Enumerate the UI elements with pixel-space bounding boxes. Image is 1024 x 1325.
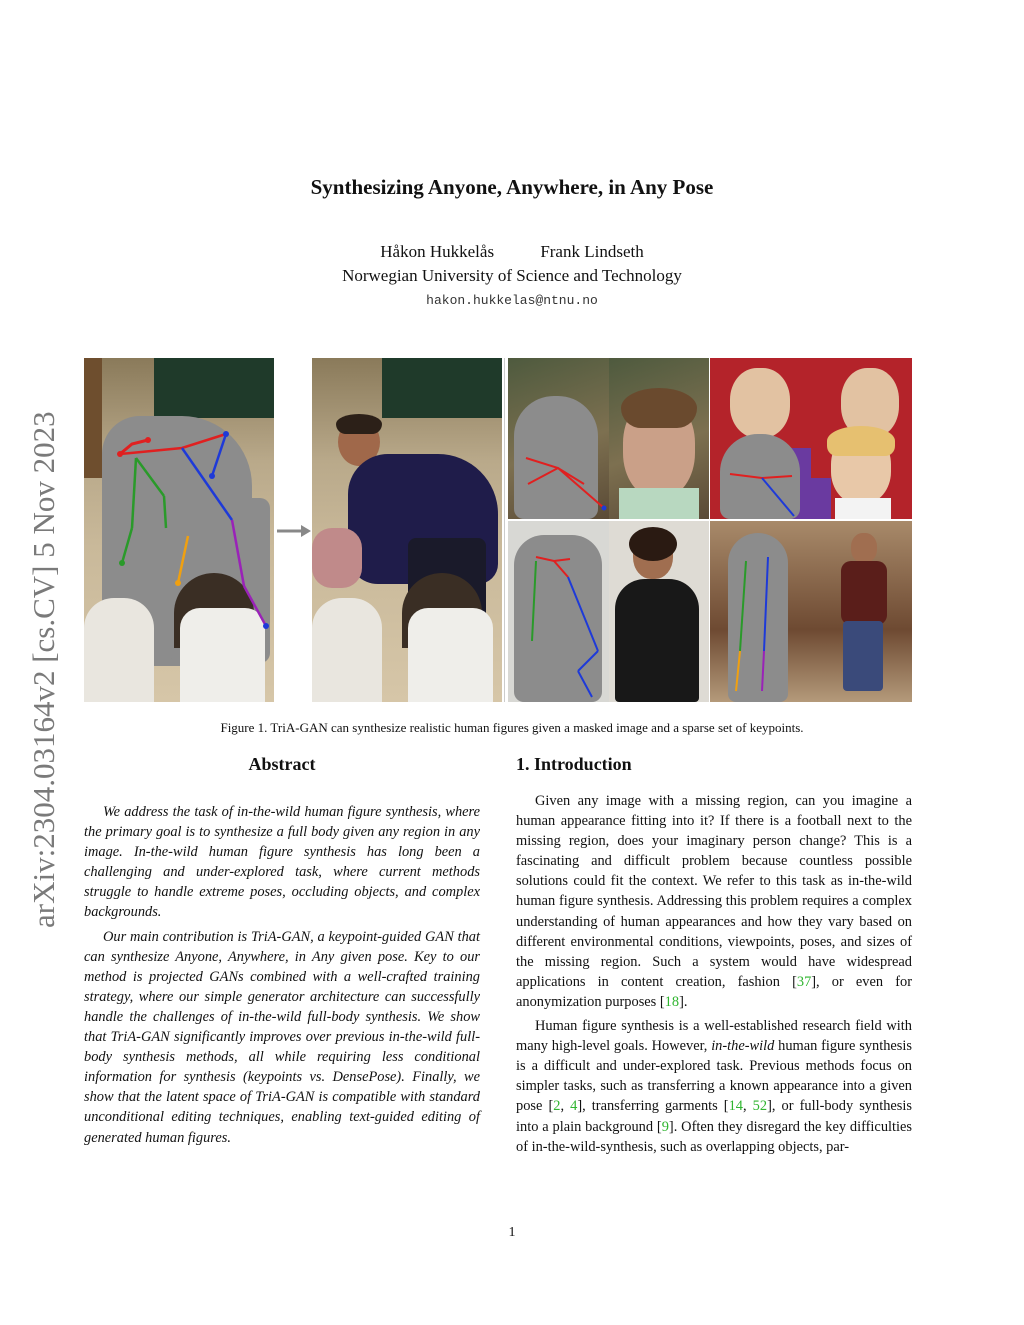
citation-link[interactable]: 4 [570,1098,578,1115]
arxiv-identifier: arXiv:2304.03164v2 [cs.CV] 5 Nov 2023 [26,411,61,928]
introduction-heading: 1. Introduction [516,754,632,774]
author-name: Håkon Hukkelås [380,242,495,261]
email-address: hakon.hukkelas@ntnu.no [426,293,598,308]
synthesized-output-image [811,358,912,519]
affiliation: Norwegian University of Science and Technology [342,266,682,285]
pose-keypoints [710,521,811,702]
figure-caption: Figure 1. TriA-GAN can synthesize realistic human figures given a masked image and a sparse set of keypoints. [220,720,804,735]
citation-link[interactable]: 2 [553,1098,561,1115]
pose-keypoints [508,521,609,702]
teaser-figure [84,358,912,702]
paper-title: Synthesizing Anyone, Anywhere, in Any Pose [310,175,714,199]
abstract-body [84,802,480,1152]
author-name: Frank Lindseth [540,242,644,261]
abstract-heading: Abstract [248,754,316,774]
synthesized-output-image [811,521,912,702]
citation-link[interactable]: 14 [728,1098,743,1115]
synthesized-output-image [609,521,709,702]
pose-keypoints [710,358,811,519]
abstract-paragraph: Our main contribution is TriA-GAN, a keypoint-guided GAN that can synthesize Anyone, Anywhere, in Any given pose. Key to our method is projected GANs combined with a well-crafted training strategy, where our simple generator architecture can successfully handle the challenges of in-the-wild full-body synthesis. We show that TriA-GAN significantly improves over previous in-the-wild full-body synthesis methods, all while requiring less conditional information for synthesis (keypoints vs. DensePose). Finally, we show that the latent space of TriA-GAN is compatible with standard unconditional editing techniques, enabling text-guided editing of generated human figures. [84,928,480,1146]
introduction-body [516,791,912,1161]
masked-input-image [710,358,811,519]
masked-input-image [84,358,274,702]
citation-link[interactable]: 18 [664,993,680,1010]
introduction-paragraph: Given any image with a missing region, can you imagine a human appearance fitting into it? If there is a football next to the missing region, does your imaginary person change? This is a fascinating and difficult problem because countless possible solutions could fit the context. We refer to this task as in-the-wild human figure synthesis. Addressing this problem requires a complex understanding of human appearances and how they vary based on different environmental conditions, viewpoints, poses, and sizes of the missing region. Such a system would have widespread applications in content creation, fashion [37], or even for anonymization purposes [18]. [516,793,912,1010]
masked-input-image [508,358,609,519]
author-list [0,242,1024,262]
pose-keypoints [84,358,274,702]
masked-input-image [710,521,811,702]
citation-link[interactable]: 9 [661,1118,669,1135]
arrow-right-icon [275,524,311,538]
pose-keypoints [508,358,609,519]
introduction-paragraph: Human figure synthesis is a well-established research field with many high-level goals. However, in-the-wild human figure synthesis is a difficult and under-explored task. Previous methods focus on simpler tasks, such as transferring a known appearance into a given pose [2, 4], transferring garments [14, 52], or full-body synthesis into a plain background [9]. Often they disregard the key difficulties of in-the-wild-synthesis, such as overlapping objects, par- [516,1018,912,1155]
synthesized-output-image [609,358,709,519]
abstract-paragraph: We address the task of in-the-wild human figure synthesis, where the primary goal is to synthesize a full body given any region in any image. In-the-wild human figure synthesis has long been a challenging and under-explored task, where current methods struggle to handle extreme poses, occluding objects, and complex backgrounds. [84,804,480,921]
synthesized-output-image [312,358,502,702]
page-number: 1 [508,1225,516,1240]
masked-input-image [508,521,609,702]
citation-link[interactable]: 37 [796,973,812,990]
citation-link[interactable]: 52 [752,1098,768,1115]
